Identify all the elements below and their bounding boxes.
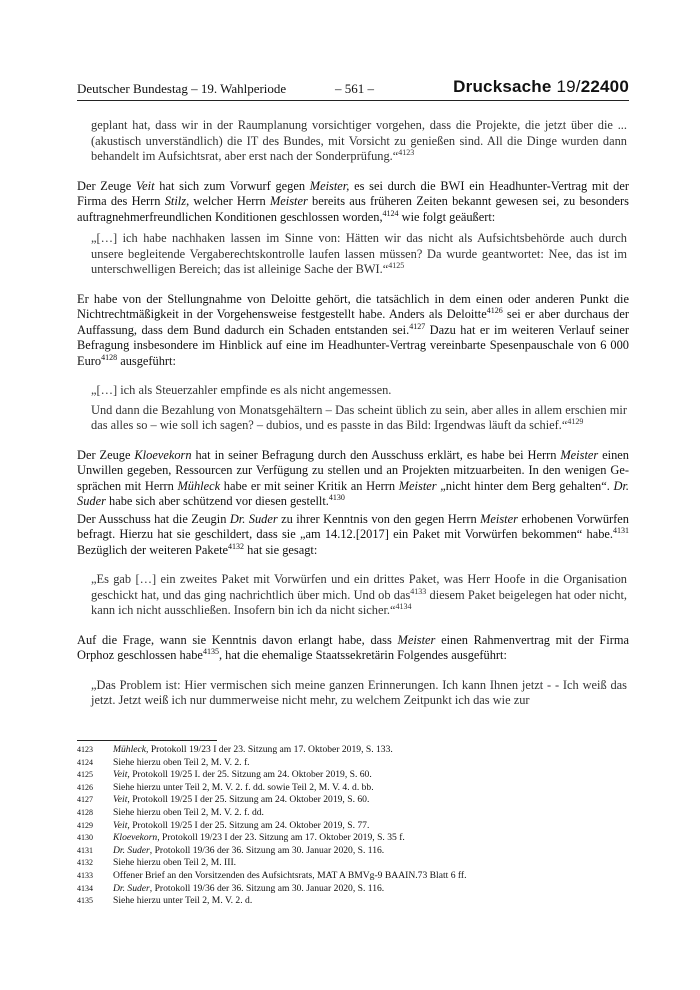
paragraph: Der Zeuge Kloevekorn hat in seiner Befragung durch den Ausschuss erklärt, es habe bei Herrn Meister einen Unwillen gegeben, Ressourcen zur Verfügung zu stellen und an Projekten mitzuarbeiten. In den wenigen Gesprächen mit Herrn Mühleck habe er mit seiner Kritik an Herrn Meister „nicht hinter dem Berg gehalten“. Dr. Suder habe sich aber schützend vor diesen gestellt.$^{4130}$: [77, 447, 630, 508]
footnotes: [77, 744, 629, 908]
footnote: 4126 Siehe hierzu unter Teil 2, M. V. 2. f. dd. sowie Teil 2, M. V. 4. d. bb.: [77, 781, 374, 793]
paragraph: Er habe von der Stellungnahme von Deloitte gehört, die tatsächlich in dem einen oder anderen Punkt die Nichtrechtmäßigkeit in der Vorgehensweise festgestellt habe. Anders als Deloitte$^{4126}$ sei er aber durchaus der Auffassung, dass dem Bund dadurch ein Schaden entstanden sei.$^{4127}$ Dazu hat er im weiteren Verlauf seiner Befragung insbesondere im Hinblick auf eine im Headhunter-Vertrag vereinbarte Spesenpauschale von 6 000 Euro$^{4128}$ ausgeführt:: [77, 291, 629, 368]
quote-block: „[…] ich als Steuerzahler empfinde es als nicht angemessen.: [91, 383, 392, 397]
footnote: 4124 Siehe hierzu oben Teil 2, M. V. 2. f.: [77, 756, 250, 768]
footnote: 4132 Siehe hierzu oben Teil 2, M. III.: [77, 857, 237, 869]
footnote-ref: 4132: [228, 541, 245, 551]
drucksache-suffix: 22400: [580, 77, 629, 96]
footnote-ref: 4123: [398, 148, 415, 157]
main-text: [77, 118, 629, 709]
footnote-ref: 4124: [382, 208, 399, 218]
footnote: 4135 Siehe hierzu unter Teil 2, M. V. 2. d.: [77, 895, 253, 907]
page-number: – 561 –: [335, 81, 374, 96]
footnote-ref: 4128: [101, 352, 118, 362]
quote-block: „Es gab […] ein zweites Paket mit Vorwürfen und ein drittes Paket, was Herr Hoofe in die Organisation geschickt hat, und das ging nachrichtlich über mich. Und ob das$^{4133}$ diesem Paket beigelegen hat oder nicht, kann ich nicht ausschließen. Insofern bin ich da nicht sicher.“$^{4134}$: [91, 572, 628, 617]
quote-block: geplant hat, dass wir in der Raumplanung vorsichtiger vorgehen, dass die Projekte, die jetzt über die ... (akustisch unverständlich) die IT des Bundes, mit Vorsicht zu genießen sind. All die Dinge wurden dann behandelt im Aufsichtsrat, aber erst nach der Sonderprüfung.“$^{4123}$: [91, 118, 627, 163]
footnote: 4128 Siehe hierzu oben Teil 2, M. V. 2. f. dd.: [77, 806, 264, 818]
footnote: 4134 Dr. Suder, Protokoll 19/36 der 36. Sitzung am 30. Januar 2020, S. 116.: [77, 882, 385, 894]
footnote: 4129 Veit, Protokoll 19/25 I der 25. Sitzung am 24. Oktober 2019, S. 77.: [77, 819, 370, 831]
page-header: [77, 78, 629, 101]
quote-block: „Das Problem ist: Hier vermischen sich meine ganzen Erinnerungen. Ich kann Ihnen jetzt - - Ich weiß das jetzt. Jetzt weiß ich nur dummerweise nicht mehr, zu welchem Zeitpunkt ich das wie zur: [91, 677, 627, 707]
footnote: 4130 Kloevekorn, Protokoll 19/23 I der 23. Sitzung am 17. Oktober 2019, S. 35 f.: [77, 832, 405, 844]
footnote-ref: 4125: [388, 261, 405, 270]
footnote-divider: [77, 740, 217, 741]
footnote: 4125 Veit, Protokoll 19/25 I. der 25. Sitzung am 24. Oktober 2019, S. 60.: [77, 769, 372, 781]
footnote-ref: 4133: [410, 586, 427, 596]
footnote-ref: 4131: [613, 526, 629, 535]
footnote-ref: 4135: [202, 647, 219, 656]
header-title: Deutscher Bundestag – 19. Wahlperiode: [77, 81, 287, 96]
footnote: 4123 Mühleck, Protokoll 19/23 I der 23. Sitzung am 17. Oktober 2019, S. 133.: [77, 744, 393, 755]
footnote: 4133 Offener Brief an den Vorsitzenden des Aufsichtsrats, MAT A BMVg-9 BAAIN.73 Blatt 6 ff.: [77, 869, 467, 881]
paragraph: Auf die Frage, wann sie Kenntnis davon erlangt habe, dass Meister einen Rahmenvertrag mit der Firma Orphoz geschlossen habe$^{4135}$, hat die ehemalige Staatssekretärin Folgendes ausgeführt:: [77, 632, 629, 662]
footnote-ref: 4129: [567, 417, 584, 426]
quote-block: „[…] ich habe nachhaken lassen im Sinne von: Hätten wir das nicht als Aufsichtsbehörde auch durch unsere begleitende Vergaberechtskontrolle laufen lassen müssen? Da wurde geantwortet: Nee, das ist im unterschwelligen Bereich; das ist alleinige Sache der BWI.“$^{4125}$: [91, 231, 627, 276]
footnote-ref: 4134: [395, 602, 412, 611]
drucksache-number: [453, 77, 629, 97]
paragraph: Der Zeuge Veit hat sich zum Vorwurf gegen Meister, es sei durch die BWI ein Headhunter-Vertrag mit der Firma des Herrn Stilz, welcher Herrn Meister bereits aus früheren Zeiten bekannt gewesen sei, zu besonders auftragnehmerfreundlichen Konditionen geschlossen worden,$^{4124}$ wie folgt geäußert:: [77, 178, 629, 224]
footnote-ref: 4127: [409, 321, 426, 331]
quote-block: Und dann die Bezahlung von Monatsgehältern – Das scheint üblich zu sein, aber alles in allem erschien mir das alles so – wie soll ich sagen? – dubios, und es passte in das Bild: Irgendwas läuft da schief.“$^{4129}$: [91, 402, 627, 432]
footnote-ref: 4130: [328, 493, 345, 502]
footnote: 4131 Dr. Suder, Protokoll 19/36 der 36. Sitzung am 30. Januar 2020, S. 116.: [77, 844, 385, 856]
paragraph: Der Ausschuss hat die Zeugin Dr. Suder zu ihrer Kenntnis von den gegen Herrn Meister erhobenen Vorwürfen befragt. Hierzu hat sie geschildert, dass sie „am 14.12.[2017] ein Paket mit Vorwürfen bekommen“ habe.$^{4131}$ Bezüglich der weiteren Pakete$^{4132}$ hat sie gesagt:: [77, 511, 629, 557]
drucksache-prefix: 19/: [556, 77, 581, 96]
footnote-ref: 4126: [486, 306, 503, 315]
drucksache-label: Drucksache: [453, 77, 552, 96]
footnote: 4127 Veit, Protokoll 19/25 I der 25. Sitzung am 24. Oktober 2019, S. 60.: [77, 794, 370, 806]
